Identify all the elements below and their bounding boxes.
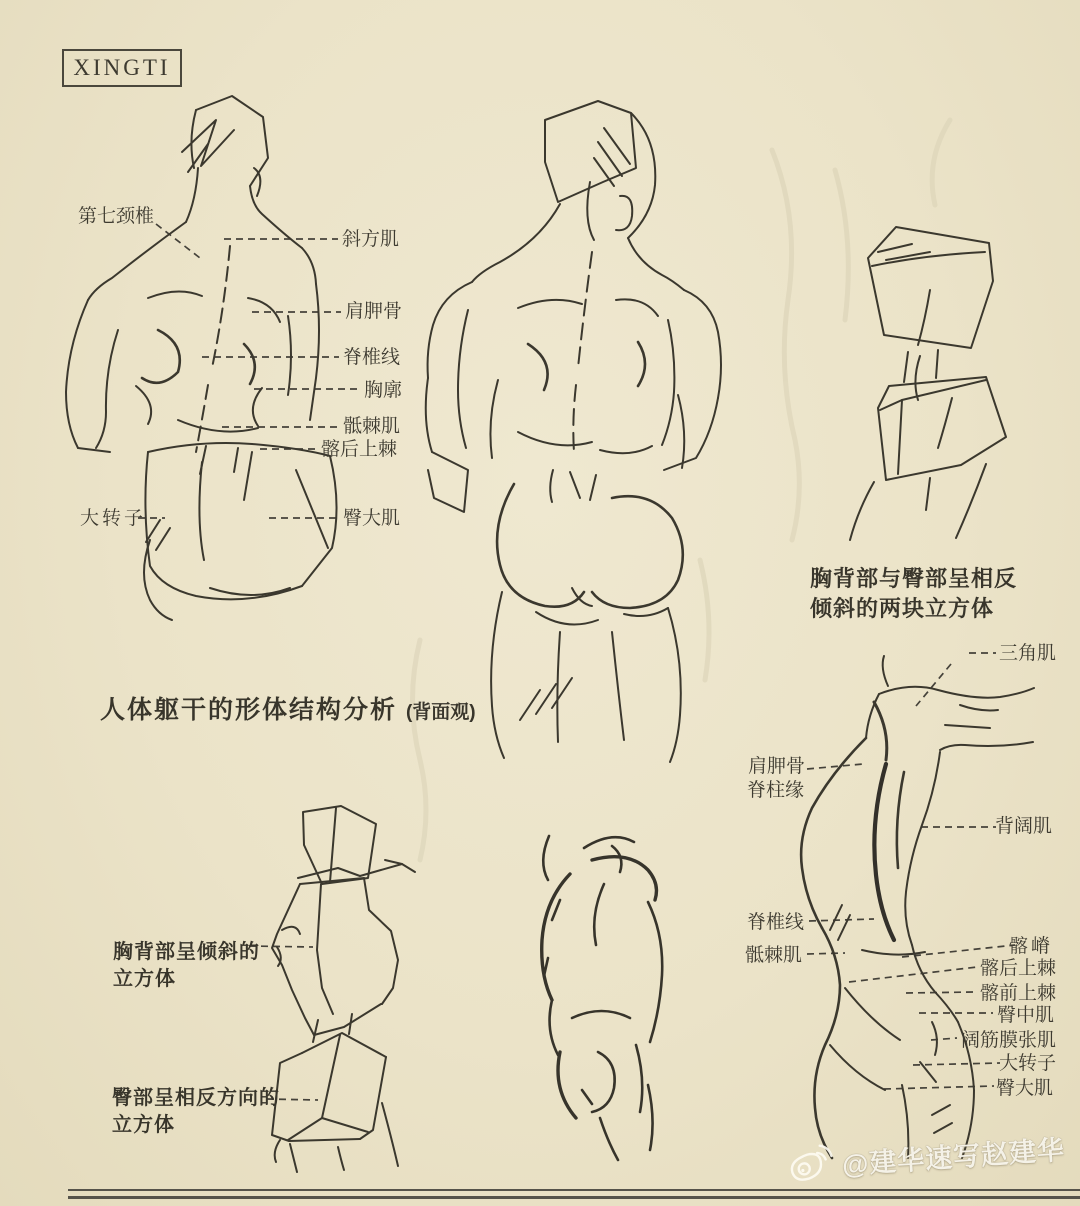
label-c7-vertebra: 第七颈椎 <box>78 206 155 227</box>
label-spine-line: 脊椎线 <box>343 347 401 368</box>
label-vertebral-border: 脊柱缘 <box>747 780 805 801</box>
label-side-spine-line: 脊椎线 <box>747 912 805 933</box>
opposed-cubes-caption <box>810 564 1017 624</box>
series-header-box <box>62 49 182 87</box>
gestural-torso-sketch <box>542 836 663 1160</box>
label-deltoid: 三角肌 <box>998 643 1056 664</box>
label-gluteus-medius: 臀中肌 <box>996 1005 1054 1026</box>
label-side-trochanter: 大转子 <box>998 1053 1056 1074</box>
pelvis-cube-caption-line1: 臀部呈相反方向的 <box>112 1087 280 1109</box>
pelvis-cube-caption-line2: 立方体 <box>112 1114 175 1136</box>
label-side-gluteus-maximus: 臀大肌 <box>995 1078 1053 1099</box>
thorax-cube-caption-line1: 胸背部呈倾斜的 <box>113 941 260 963</box>
thorax-cube-caption-line2: 立方体 <box>113 968 176 990</box>
label-asis: 髂前上棘 <box>979 983 1056 1004</box>
thorax-cube-caption <box>113 939 260 993</box>
series-header-label: XINGTI <box>73 55 171 80</box>
main-caption <box>100 690 476 726</box>
label-psis: 髂后上棘 <box>321 439 398 460</box>
label-trapezius: 斜方肌 <box>342 229 400 250</box>
main-caption-note: (背面观) <box>405 702 476 723</box>
label-side-sacrospinalis: 骶棘肌 <box>745 945 803 966</box>
bottom-rule-thin <box>68 1189 1080 1191</box>
opposed-cubes-caption-line1: 胸背部与臀部呈相反 <box>810 566 1018 591</box>
label-scapula: 肩胛骨 <box>345 301 403 322</box>
label-ribcage: 胸廓 <box>364 380 403 401</box>
label-side-scapula: 肩胛骨 <box>748 756 806 777</box>
central-back-figure-sketch <box>426 101 721 762</box>
label-iliac-crest: 髂嵴 <box>1008 936 1053 957</box>
main-caption-title: 人体躯干的形体结构分析 <box>100 696 398 724</box>
back-torso-annotated-sketch <box>66 96 337 620</box>
cube-construction-figure-sketch <box>272 806 415 1172</box>
label-gluteus-maximus: 臀大肌 <box>343 508 401 529</box>
label-greater-trochanter: 大转子 <box>80 508 147 529</box>
opposed-cubes-caption-line2: 倾斜的两块立方体 <box>810 596 995 621</box>
label-sacrospinalis: 骶棘肌 <box>343 416 401 437</box>
label-latissimus-dorsi: 背阔肌 <box>994 816 1052 837</box>
watermark-text: @建华速写赵建华 <box>840 1134 1066 1180</box>
bottom-rule-thick <box>68 1196 1080 1199</box>
weibo-icon <box>787 1143 836 1186</box>
pelvis-cube-caption <box>112 1085 280 1139</box>
label-side-psis: 髂后上棘 <box>979 958 1056 979</box>
opposed-cubes-sketch <box>850 227 1006 540</box>
label-tensor-fasciae-latae: 阔筋膜张肌 <box>960 1030 1056 1051</box>
